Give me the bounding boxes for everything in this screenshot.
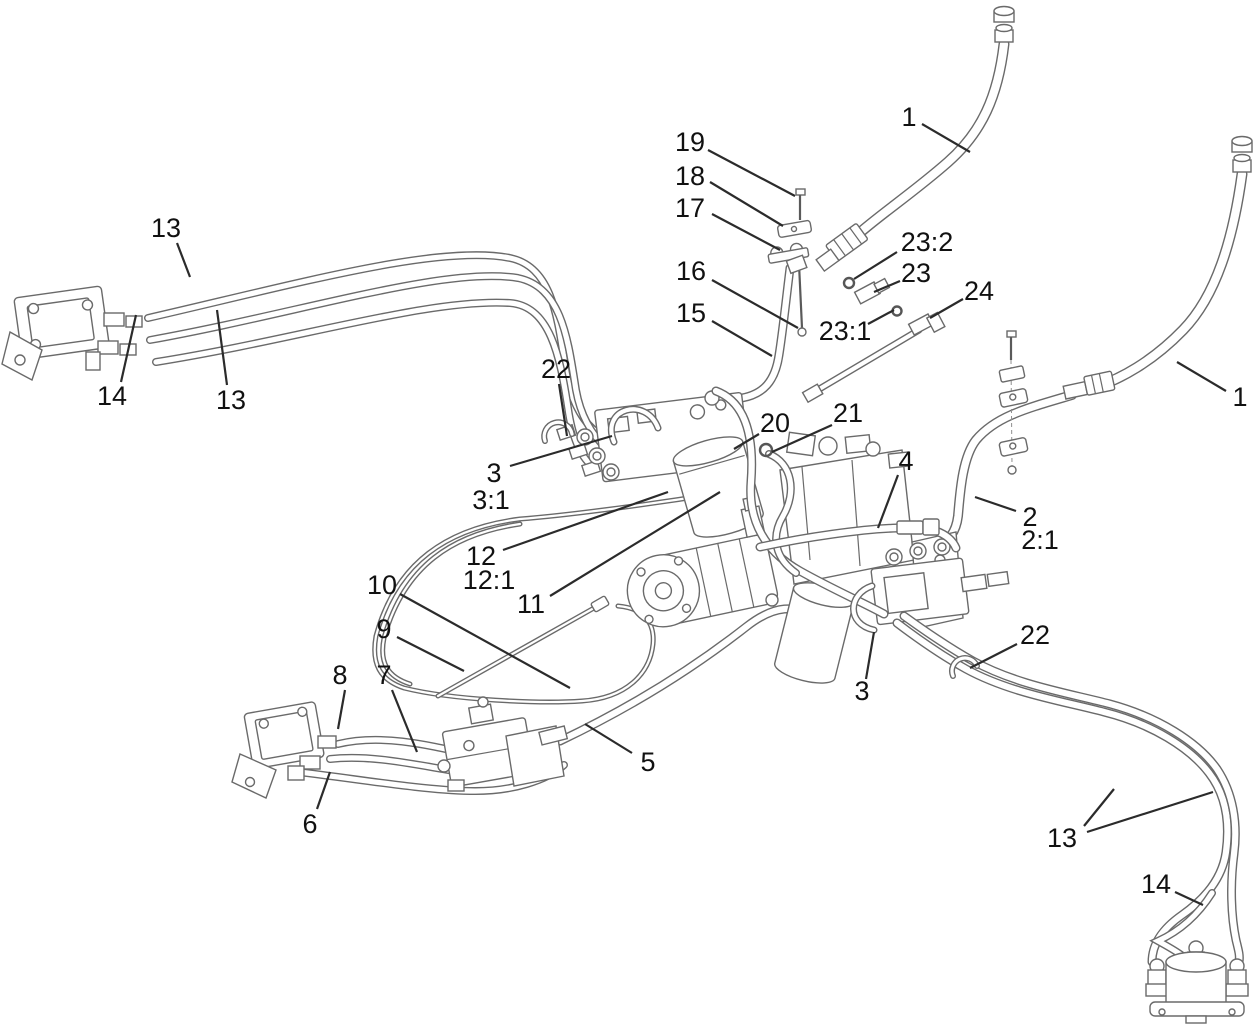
- callout-13b: 13: [215, 385, 247, 415]
- callout-6: 6: [302, 809, 318, 839]
- leader-line-24: [930, 299, 963, 318]
- callout-13c: 13: [1046, 823, 1078, 853]
- callout-23-1: 23:1: [818, 316, 872, 346]
- callout-9: 9: [376, 614, 392, 644]
- callout-23: 23: [900, 258, 932, 288]
- mount-bolt-icon: [796, 189, 805, 195]
- callout-14a: 14: [96, 381, 128, 411]
- callout-15: 15: [675, 298, 707, 328]
- leader-line-17: [712, 214, 780, 250]
- valve-block-left: [438, 697, 567, 791]
- leader-line-23-1: [868, 310, 894, 324]
- hose-1-upper: [856, 44, 1004, 236]
- clamp-hardware-right: [999, 331, 1028, 474]
- callout-24: 24: [963, 276, 995, 306]
- callout-3b: 3: [854, 676, 870, 706]
- callout-3a: 3: [486, 458, 502, 488]
- o-ring-23-2-icon: [844, 278, 854, 288]
- callout-18: 18: [674, 161, 706, 191]
- callout-5: 5: [640, 747, 656, 777]
- callout-14b: 14: [1140, 869, 1172, 899]
- leader-line-23-2: [854, 252, 897, 279]
- callout-17: 17: [674, 193, 706, 223]
- callout-13a: 13: [150, 213, 182, 243]
- steel-tube-10: [438, 608, 594, 696]
- callout-1b: 1: [1232, 382, 1248, 412]
- union-fitting-upper: [813, 223, 868, 271]
- wheel-motor-rear-left: [232, 701, 336, 798]
- callout-22b: 22: [1019, 620, 1051, 650]
- leader-line-3b: [866, 632, 874, 679]
- leader-line-1a: [922, 124, 970, 152]
- hose-1-upper-outline: [856, 44, 1004, 236]
- leader-line-5: [585, 724, 632, 753]
- hose-end-fitting-right: [1232, 137, 1252, 173]
- callout-10: 10: [366, 570, 398, 600]
- callout-22a: 22: [540, 354, 572, 384]
- callout-20: 20: [759, 408, 791, 438]
- callout-11: 11: [516, 589, 546, 619]
- leader-line-15: [712, 321, 772, 356]
- callout-19: 19: [674, 127, 706, 157]
- callout-8: 8: [332, 660, 348, 690]
- hose-13-rear-a: [897, 623, 1227, 962]
- callout-4: 4: [898, 446, 914, 476]
- callout-12-1: 12:1: [462, 565, 516, 595]
- leader-line-12: [503, 492, 668, 550]
- wheel-motor-front-left: [2, 286, 142, 380]
- callout-1a: 1: [901, 102, 917, 132]
- leader-line-13a: [177, 243, 190, 277]
- callout-3-1: 3:1: [472, 485, 510, 515]
- leader-line-2: [975, 497, 1016, 511]
- leader-line-13c: [1084, 789, 1114, 826]
- union-fitting-4: [897, 519, 939, 535]
- hose-1-right-outline: [1096, 174, 1242, 387]
- fitting-23-icon: [855, 277, 890, 304]
- leader-line-22b: [970, 644, 1017, 668]
- hose-end-fitting-top: [994, 7, 1014, 43]
- union-fitting-right: [1062, 371, 1115, 400]
- callout-12: 12: [465, 541, 497, 571]
- leader-line-1b: [1177, 362, 1226, 391]
- valve-block-right: [871, 539, 1009, 625]
- callout-2: 2: [1022, 502, 1038, 532]
- mount-bolt-icon: [1007, 331, 1016, 337]
- callout-21: 21: [832, 398, 864, 428]
- callout-7: 7: [376, 660, 392, 690]
- callout-2-1: 2:1: [1021, 525, 1059, 555]
- callout-16: 16: [675, 256, 707, 286]
- callout-23-2: 23:2: [900, 227, 954, 257]
- wheel-motor-rear-right: [1146, 941, 1248, 1023]
- tube-end-fitting: [591, 596, 610, 613]
- leader-line-9: [397, 637, 464, 671]
- hose-13-rear-a-outline: [897, 623, 1227, 962]
- leader-line-8: [338, 690, 345, 729]
